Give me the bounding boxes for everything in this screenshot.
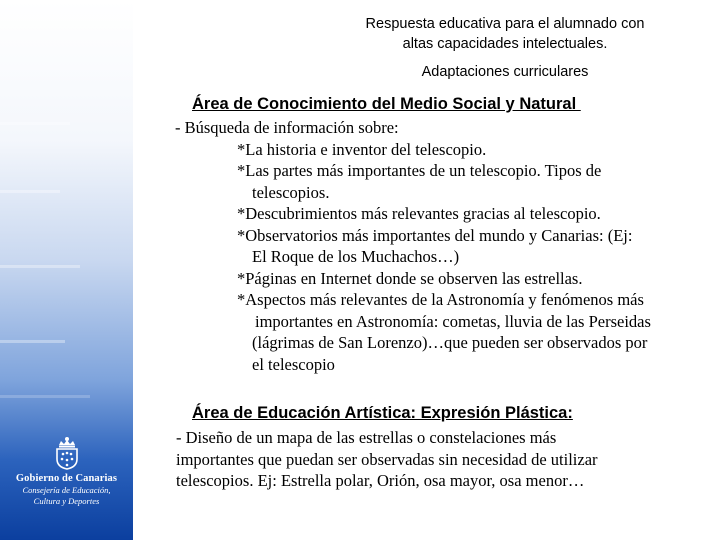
sidebar-band (0, 395, 90, 398)
logo-name: Gobierno de Canarias (15, 473, 118, 484)
section-1-line: - Búsqueda de información sobre: (175, 118, 399, 137)
section-1-line: importantes en Astronomía: cometas, lluvia de las Perseidas (255, 311, 651, 331)
section-2-body (176, 427, 598, 492)
coat-of-arms-icon (54, 436, 80, 470)
section-1-line: *Las partes más importantes de un telescopio. Tipos de (237, 161, 602, 180)
section-2-line: importantes que puedan ser observadas sin necesidad de utilizar (176, 449, 598, 469)
section-2-line: telescopios. Ej: Estrella polar, Orión, osa mayor, osa menor… (176, 471, 585, 490)
sidebar-band (0, 190, 60, 193)
section-2-heading: Área de Educación Artística: Expresión Plástica: (192, 404, 573, 422)
section-1-line: *Observatorios más importantes del mundo y Canarias: (Ej: (237, 225, 633, 245)
section-1-line: *La historia e inventor del telescopio. (237, 139, 487, 159)
section-1-line: *Aspectos más relevantes de la Astronomía y fenómenos más (237, 290, 644, 309)
logo-subtitle-2: Cultura y Deportes (33, 496, 100, 506)
sidebar-band (0, 265, 80, 268)
section-1-line: El Roque de los Muchachos…) (252, 247, 460, 266)
section-2-line: - Diseño de un mapa de las estrellas o constelaciones más (176, 428, 557, 447)
page-subtitle: Adaptaciones curriculares (421, 64, 589, 80)
logo-subtitle-1: Consejería de Educación, (22, 485, 111, 495)
section-1-line: (lágrimas de San Lorenzo)…que pueden ser observados por (252, 333, 648, 352)
section-1-line: el telescopio (252, 354, 335, 374)
sidebar-band (0, 340, 65, 343)
section-1-heading: Área de Conocimiento del Medio Social y Natural (192, 95, 581, 113)
page-title (300, 14, 710, 54)
sidebar-band (0, 122, 70, 125)
gobierno-logo (0, 436, 133, 506)
title-line-1: Respuesta educativa para el alumnado con (365, 16, 645, 32)
section-1-body (175, 117, 651, 375)
section-1-line: *Descubrimientos más relevantes gracias al telescopio. (237, 204, 601, 223)
section-1-line: telescopios. (252, 182, 330, 202)
section-1-line: *Páginas en Internet donde se observen las estrellas. (237, 268, 583, 288)
title-line-2: altas capacidades intelectuales. (402, 36, 608, 52)
sidebar-gradient (0, 0, 133, 540)
